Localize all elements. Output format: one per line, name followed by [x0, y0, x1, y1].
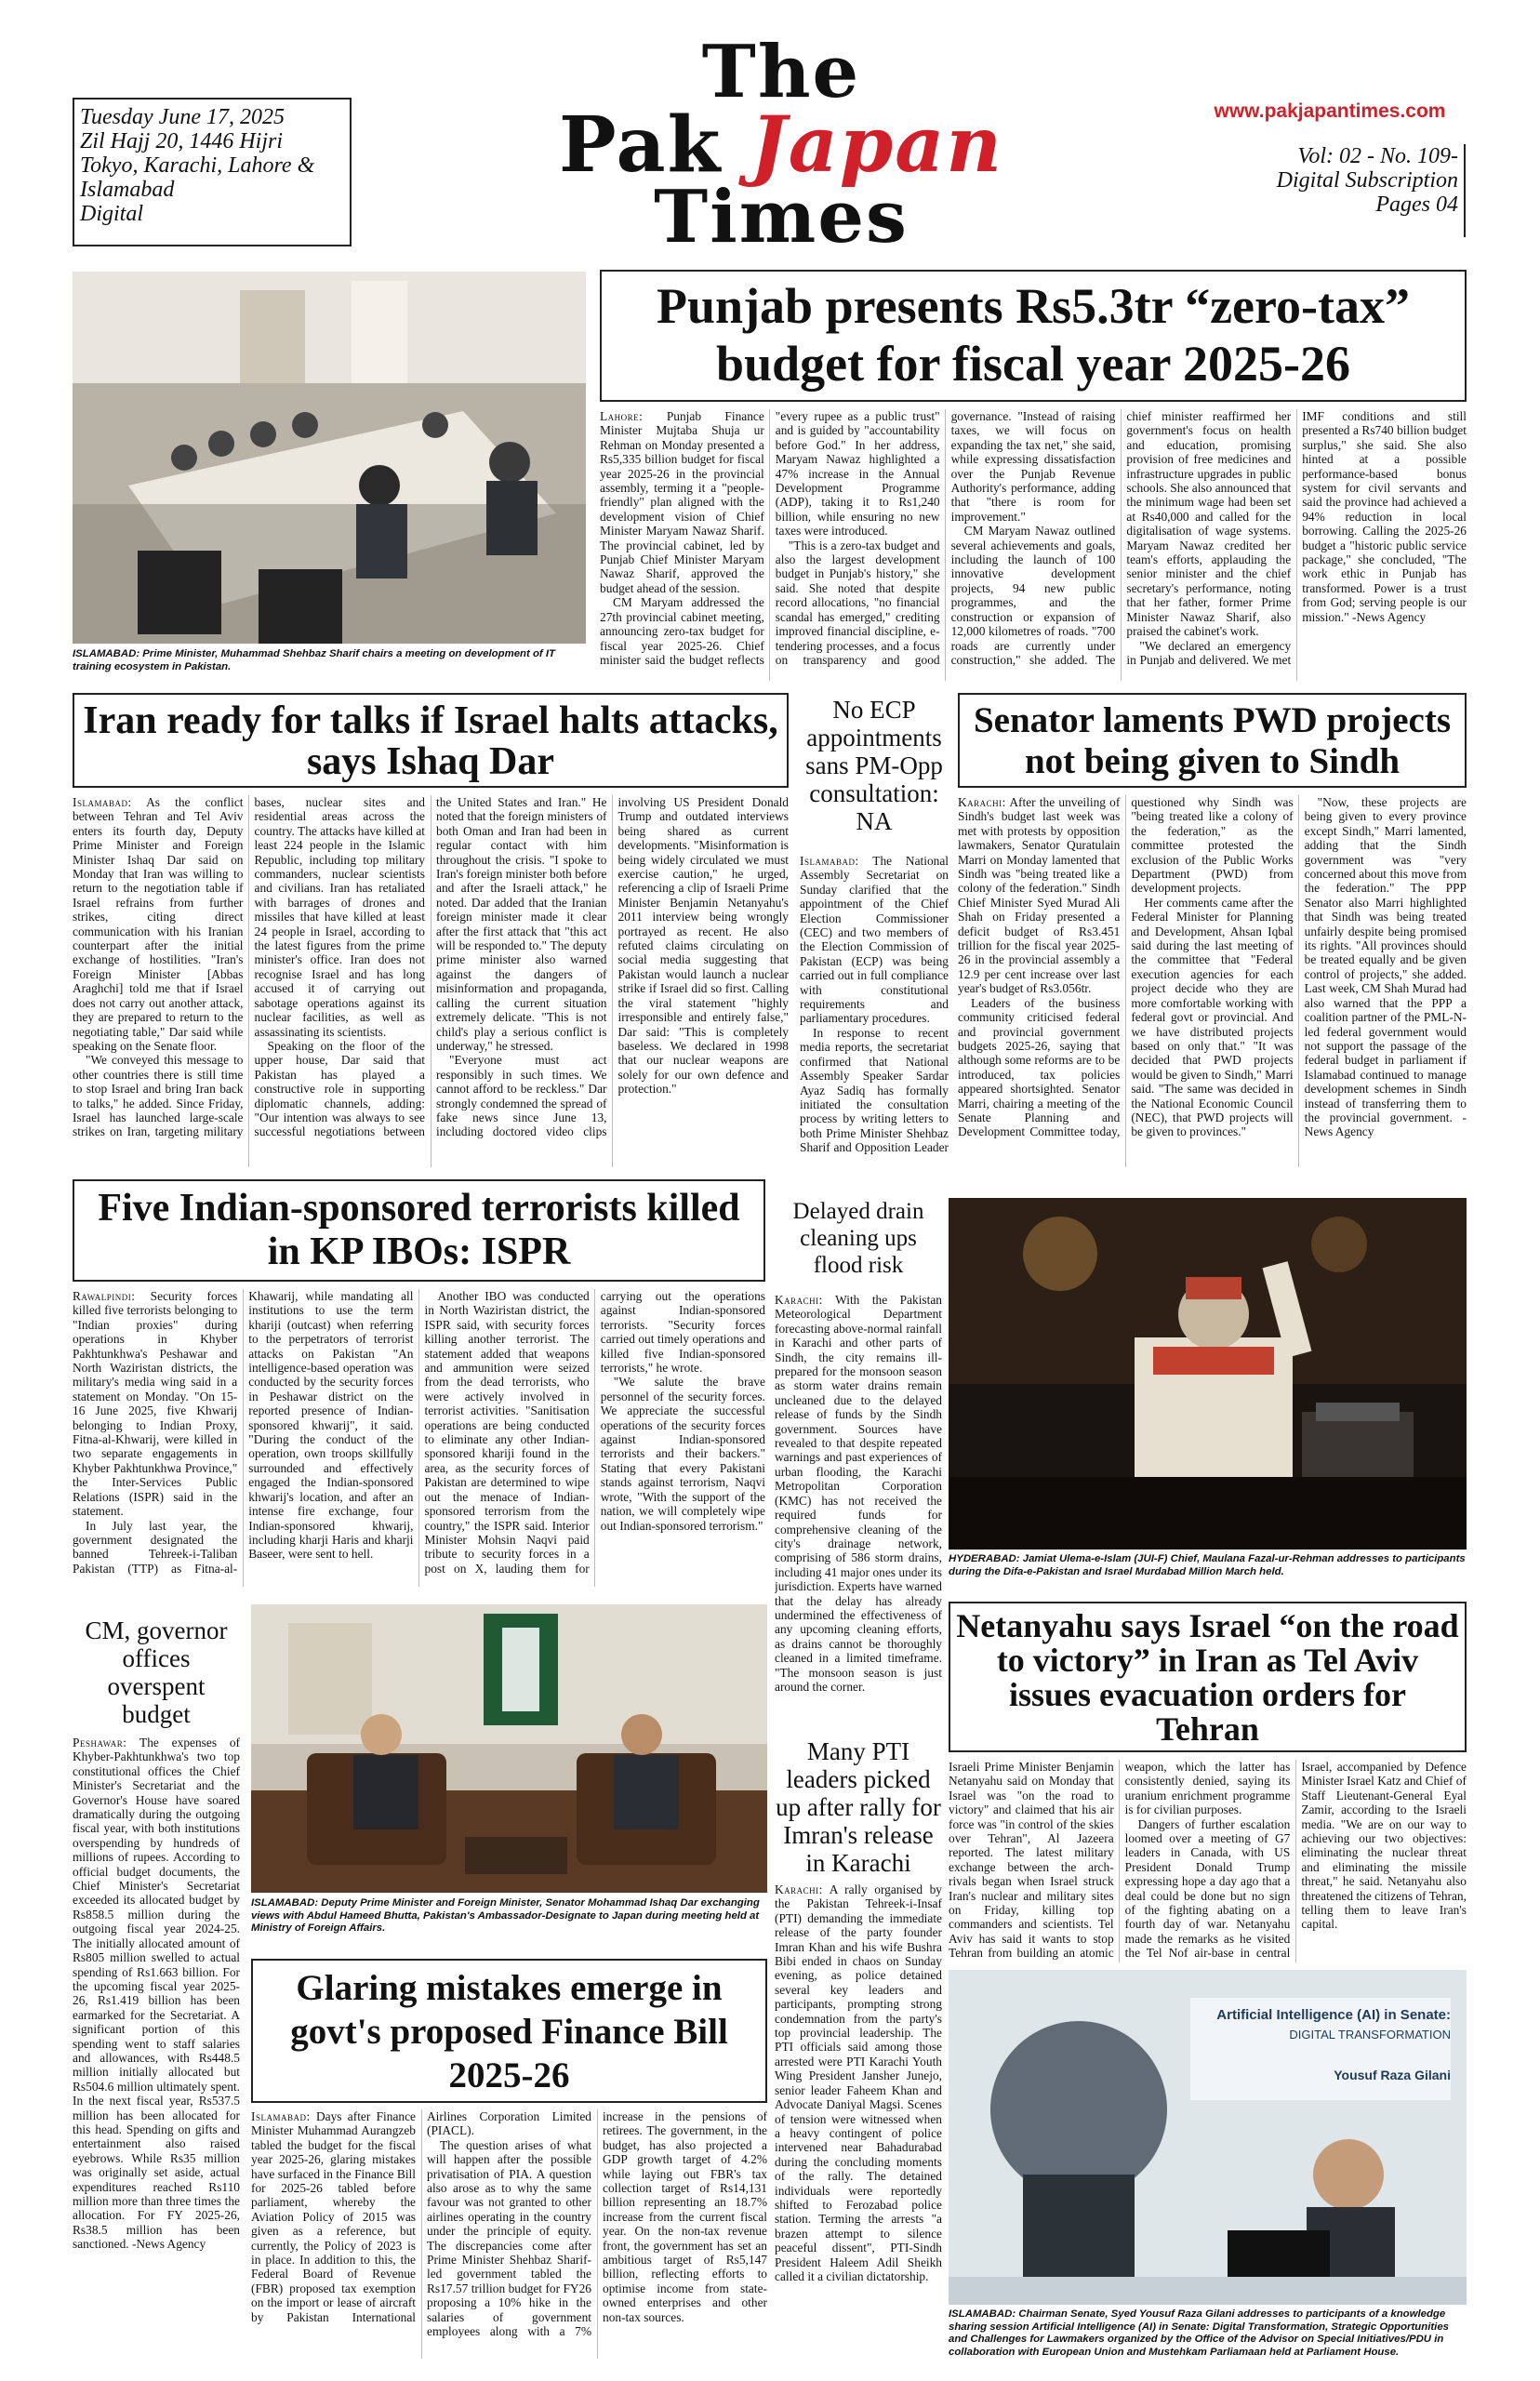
- iran-para-3: Speaking on the floor of the upper house, Dar said that Pakistan has played a constructive role in supporting diplomatic channels, adding: "Our intention was always to see successful negotiations between the United States and Iran." He noted that the foreign ministers of both Oman and Iran had been in regular contact with him throughout the crisis. "I spoke to Iran's foreign minister both before and after the Israeli attack," he noted. Dar added that the Iranian foreign minister made it clear after the first attack that "this act will be responded to." The deputy prime minister also warned against the dangers of misinformation and propaganda, calling the current situation extremely delicate. "This is not child's play a serious conflict is underway," he stressed.: [254, 795, 607, 1139]
- website[interactable]: www.pakjapantimes.com: [1214, 100, 1446, 122]
- photo-pm-caption: ISLAMABAD: Prime Minister, Muhammad Shehbaz Sharif chairs a meeting on development of IT training ecosystem in Pakistan.: [73, 648, 555, 672]
- pages-line: Pages 04: [1375, 193, 1458, 217]
- photo-gilani-caption: ISLAMABAD: Chairman Senate, Syed Yousuf Raza Gilani addresses to participants of a knowledge sharing session Artificial Intelligence (AI) in Senate: Digital Transformation, Strategic Opportunities and Challenges for Lawmakers organized by the Office of the Advisor on Special Initiatives/PDU in collaboration with European Union and Mustehkam Parliamaan held at Parliament House.: [949, 2308, 1449, 2358]
- ecp-story-body: [800, 854, 949, 1167]
- banner-subtext: DIGITAL TRANSFORMATION: [1289, 2028, 1451, 2042]
- budget-headline-box: [600, 270, 1467, 402]
- pwd-story-body: [958, 795, 1467, 1167]
- ecp-para-1: The National Assembly Secretariat on Sunday clarified that the appointment of the Chief Election Commissioner (CEC) and two members of the Election Commission of Pakistan (ECP) was being carried out in full compliance with constitutional requirements and parliamentary procedures.: [800, 854, 949, 1026]
- banner-name: Yousuf Raza Gilani: [1334, 2068, 1451, 2082]
- kp-para-2: In July last year, the government designated the banned Tehreek-i-Taliban Pakistan (TTP) as Fitna-al-Khawarij, while mandating all institutions to use the term khariji (outcast) when referring to the perpetrators of terrorist attacks on Pakistan "An intelligence-based operation was conducted by the security forces in Peshawar district on the reported presence of Indian-sponsored khwarij", it said. "During the conduct of the operation, own troops skillfully surrounded and effectively engaged the Indian-sponsored khwarij's location, and after an intense fire exchange, four Indian-sponsored khwarij, including kharji Haris and kharji Baseer, were sent to hell.: [73, 1289, 414, 1576]
- logo-the: The: [701, 30, 861, 114]
- pti-story-body: [775, 1882, 942, 2359]
- finance-dateline: Islamabad:: [251, 2109, 311, 2123]
- photo-fazl-rally: [949, 1198, 1467, 1550]
- photo-gilani-session: [949, 1970, 1467, 2305]
- iran-headline-box: [73, 693, 789, 788]
- ecp-headline: No ECP appointments sans PM-Opp consultation: NA: [805, 696, 943, 835]
- cm-story-body: [73, 1736, 240, 2349]
- budget-para-4: CM Maryam Nawaz outlined several achievements and goals, including the launch of 100 innovative development projects, 94 new public programmes, and the construction or expansion of 12,000 kilometres of roads. "700 roads are currently under construction," she added. The chief minister reaffirmed her government's focus on health and education, promising provision of free medicines and infrastructure upgrades in public schools. She also announced that the minimum wage had been set at Rs40,000 and called for the digitalisation of wage systems. Maryam Nawaz credited her team's efforts, applauding the senior minister and the chief secretary's performance, noting that her father, former Prime Minister Nawaz Sharif, also praised the cabinet's work.: [950, 409, 1292, 667]
- issue-box: [1246, 144, 1466, 237]
- office-meeting-image: [251, 1604, 767, 1893]
- pti-headline: Many PTI leaders picked up after rally for Imran's release in Karachi: [776, 1737, 941, 1877]
- pwd-dateline: Karachi:: [958, 795, 1006, 809]
- pwd-para-2: Leaders of the business community criticised federal and provincial government budgets 2025-26, saying that although some reforms are to be introduced, tax policies appeared shortsighted. Senator Marri, chairing a meeting of the Senate Planning and Development Committee today, questioned why Sindh was "being treated like a colony of the federation," as the committee protested the exclusion of the Public Works Department (PWD) from development projects.: [958, 795, 1294, 1139]
- budget-para-2: CM Maryam addressed the 27th provincial cabinet meeting, announcing zero-tax budget for fiscal year 2025-26. Chief minister said the budget reflects "every rupee as a public trust" and is guided by "accountability before God." In her address, Maryam Nawaz highlighted a 47% increase in the Annual Development Programme (ADP), taking it to Rs1,240 billion, while ensuring no new taxes were introduced.: [600, 409, 940, 667]
- iran-para-1: As the conflict between Tehran and Tel Aviv enters its fourth day, Deputy Prime Minister and Foreign Minister Ishaq Dar said on Monday that Iran was willing to return to the negotiation table if Israel refrains from further strikes, citing direct communication with his Iranian counterpart after the initial exchange of hostilities. "Iran's Foreign Minister [Abbas Araghchi] told me that if Israel does not carry out another attack, they are prepared to return to the negotiating table," Dar said while speaking on the Senate floor.: [73, 795, 244, 1053]
- budget-para-1: Punjab Finance Minister Mujtaba Shuja ur Rehman on Monday presented a Rs5,335 billion budget for fiscal year 2025-26 in the provincial assembly, terming it a "people-friendly" plan aligned with the development vision of Chief Minister Maryam Nawaz Sharif. The provincial cabinet, led by Punjab Chief Minister Maryam Nawaz Sharif, approved the budget ahead of the session.: [600, 409, 764, 595]
- netanyahu-para-1: Israeli Prime Minister Benjamin Netanyahu said on Monday that Israel was "on the road to victory" and claimed that his air force was "in control of the skies over Tehran", Al Jazeera reported. The latest military exchange between the arch-rivals began when Israel struck Iran's nuclear and military sites on Friday, killing top commanders and scientists. Tel Aviv has said it wants to stop Tehran from building an atomic weapon, which the latter has consistently denied, saying its uranium enrichment programme is for civilian purposes.: [949, 1760, 1291, 1961]
- kp-headline-box: [73, 1179, 765, 1282]
- ecp-dateline: Islamabad:: [800, 854, 859, 868]
- cm-para-1: The expenses of Khyber-Pakhtunkhwa's two top constitutional offices the Chief Minister's Secretariat and the Governor's House have soared dramatically during the outgoing fiscal year, with both institutions overspending by hundreds of millions of rupees. According to official budget documents, the Chief Minister's Secretariat exceeded its allocated budget by Rs858.5 million during the outgoing fiscal year 2024-25. The initially allocated amount of Rs805 million swelled to actual spending of Rs1.663 billion. For the upcoming fiscal year 2025-26, Rs1.419 billion has been earmarked for the Secretariat. A significant portion of this spending went to staff salaries and allowances, with Rs448.5 million initially allocated but Rs504.6 million ultimately spent. In the next fiscal year, Rs537.5 million has been allocated for this head. Spending on gifts and entertainment also raised eyebrows. While Rs35 million was originally set aside, actual expenditures reached Rs110 million more than three times the allocation. For FY 2025-26, Rs38.5 million has been sanctioned. -News Agency: [73, 1736, 240, 2252]
- kp-headline: Five Indian-sponsored terrorists killed in KP IBOs: ISPR: [98, 1187, 740, 1273]
- logo-times: Times: [654, 175, 909, 259]
- finance-story-body: [251, 2109, 767, 2359]
- pwd-para-3: Her comments came after the Federal Minister for Planning and Development, Ahsan Iqbal said during the last meeting of the committee that "Federal execution agencies for each project decide who they are more comfortable working with federal govt or provincial. And we have distributed projects based on only that." "It was decided that PWD projects would be given to Sindh," Marri said. "The same was decided in the National Economic Council (NEC), that PWD projects will be given to provinces.": [1131, 895, 1294, 1139]
- budget-story-body: [600, 409, 1467, 681]
- netanyahu-headline: Netanyahu says Israel “on the road to victory” in Iran as Tel Aviv issues evacuation orders for Tehran: [956, 1607, 1459, 1748]
- subscription-line: Digital Subscription: [1276, 168, 1458, 193]
- cm-dateline: Peshawar:: [73, 1736, 127, 1749]
- finance-para-1: Days after Finance Minister Muhammad Aurangzeb tabled the budget for the fiscal year 2025-26, glaring mistakes have surfaced in the Finance Bill for 2025-26 tabled before parliament, whereby the Aviation Policy of 2015 was given as a reference, but currently, the Policy of 2023 is in place. In addition to this, the Federal Board of Revenue (FBR) proposed tax exemption on the import or lease of aircraft by Pakistan International Airlines Corporation Limited (PIACL).: [251, 2109, 591, 2324]
- logo-japan: Japan: [750, 100, 1003, 190]
- finance-headline-box: [251, 1959, 767, 2103]
- pwd-headline-box: [958, 693, 1467, 788]
- kp-para-4: "We salute the brave personnel of the security forces. We appreciate the successful operations of the security forces against Indian-sponsored terrorists and their backers." Stating that every Pakistani stands against terrorism, Naqvi wrote, "With the support of the nation, we will completely wipe out Indian-sponsored terrorism.": [600, 1375, 765, 1533]
- iran-story-body: [73, 795, 789, 1167]
- drain-headline: Delayed drain cleaning ups flood risk: [792, 1199, 924, 1278]
- kp-dateline: Rawalpindi:: [73, 1289, 136, 1303]
- cm-headline: CM, governor offices overspent budget: [85, 1616, 228, 1728]
- pti-dateline: Karachi:: [775, 1882, 823, 1896]
- netanyahu-headline-box: [949, 1602, 1467, 1752]
- pwd-para-4: "Now, these projects are being given to every province except Sindh," Marri lamented, adding that the Sindh government was "very concerned about this move from the federation." The PPP Senator also Marri highlighted that Sindh was being treated unfairly despite being promised its rights. "All provinces should be treated equally and be given control of projects," she added. Last week, CM Shah Murad had also warned that the PPP a coalition partner of the PML-N-led federal government would not support the passage of the federal budget in parliament if Islamabad continued to manage development schemes in Sindh instead of transferring them to the provincial government. -News Agency: [1304, 795, 1467, 1139]
- pwd-para-1: After the unveiling of Sindh's budget last week was met with protests by opposition lawmakers, Senator Quratulain Marri on Monday lamented that Sindh was "being treated like a colony of the federation." Sindh Chief Minister Syed Murad Ali Shah on Friday presented a deficit budget of Rs3.451 trillion for the fiscal year 2025-26 in the provincial assembly a 12.9 per cent increase over last year's budget of Rs3.056tr.: [958, 795, 1121, 996]
- netanyahu-story-body: [949, 1760, 1467, 1962]
- volume-line: Vol: 02 - No. 109-: [1297, 144, 1458, 168]
- cities-line-2: Islamabad: [80, 178, 175, 202]
- netanyahu-para-2: Dangers of further escalation loomed over a meeting of G7 leaders in Canada, with US President Donald Trump expressing hope a day ago that a deal could be done but no sign of the fighting abating on a fourth day of war. Netanyahu made the remarks as he visited the Tel Nof air-base in central Israel, accompanied by Defence Minister Israel Katz and Chief of Staff Lieutenant-General Eyal Zamir, according to the Israeli media. "We are on our way to achieving our two objectives: eliminating the nuclear threat and eliminating the missile threat," he said. Netanyahu also threatened the citizens of Tehran, telling them to leave Iran's capital.: [1124, 1760, 1467, 1961]
- edition-line: Digital: [80, 202, 144, 226]
- iran-para-2: "We conveyed this message to other countries there is still time to stop Israel and bring Iran back to talks," he added. Since Friday, Israel has launched large-scale strikes on Iran, targeting military bases, nuclear sites and residential areas across the country. The attacks have killed at least 224 people in the Islamic Republic, including top military commanders, nuclear scientists and civilians. Iran has retaliated with barrages of drones and missiles that have killed at least 24 people in Israel, according to the latest figures from the prime minister's office. Iran does not recognise Israel and has long accused it of carrying out sabotage operations against its nuclear facilities, as well as assassinating its scientists.: [73, 795, 425, 1139]
- finance-para-2: The question arises of what will happen after the possible privatisation of PIA. A question also arose as to why the same favour was not granted to other airlines operating in the country under the principle of equity. The discrepancies come after Prime Minister Shehbaz Sharif-led government tabled the Rs17.57 trillion budget for FY26 proposing a 10% hike in the salaries of government employees along with a 7% increase in the pensions of retirees. The government, in the budget, has also projected a GDP growth target of 4.2% while laying out FBR's tax collection target of Rs14,131 billion representing an 18.7% increase from the current fiscal year. On the non-tax revenue front, the government has set an ambitious target of Rs5,147 billion, reflecting efforts to optimise income from state-owned enterprises and other non-tax sources.: [427, 2109, 767, 2339]
- kp-para-1: Security forces killed five terrorists belonging to "Indian proxies" during operations in Khyber Pakhtunkhwa's Peshawar and North Waziristan districts, the military's media wing said in a statement on Monday. "On 15-16 June 2025, five Khwarij belonging to Indian Proxy, Fitna-al-Khwarij, were killed in two separate engagements in Khyber Pakhtunkhwa Province," the Inter-Services Public Relations (ISPR) said in the statement.: [73, 1289, 238, 1519]
- banner-text: Artificial Intelligence (AI) in Senate:: [1216, 2007, 1451, 2023]
- iran-headline: Iran ready for talks if Israel halts attacks, says Ishaq Dar: [83, 699, 778, 783]
- pti-para-1: A rally organised by the Pakistan Tehreek-i-Insaf (PTI) demanding the immediate release of the party founder Imran Khan and his wife Bushra Bibi ended in chaos on Sunday evening, as police detained several key leaders and participants, prompting strong condemnation from the party's top provincial leadership. The PTI officials said among those arrested were PTI Karachi Youth Wing President Jansher Junejo, senior leader Faheem Khan and Advocate Daniyal Magsi. Scenes of tension were witnessed when a heavy contingent of police intervened near Bahadurabad during the concluding moments of the rally. The detained individuals were reportedly shifted to Ferozabad police station. Terming the arrests "a brazen attempt to silence peaceful dissent", PTI-Sindh President Haleem Adil Sheikh called it a civilian dictatorship.: [775, 1882, 942, 2283]
- iran-para-4: "Everyone must act responsibly in such times. We cannot afford to be reckless." Dar strongly condemned the spread of fake news since June 13, including doctored video clips involving US President Donald Trump and outdated interviews being shared as current developments. "Misinformation is being widely circulated we must exercise caution," he urged, referencing a clip of Israeli Prime Minister Benjamin Netanyahu's 2011 interview being wrongly portrayed as recent. He also refuted claims circulating on social media suggesting that Pakistan would launch a nuclear strike if Israel did so first. Calling the viral statement "highly irresponsible and entirely false," Dar said: "This is completely baseless. We declared in 1998 that our nuclear weapons are solely for our own defence and protection.": [436, 795, 789, 1139]
- budget-para-3: "This is a zero-tax budget and also the largest development budget in Punjab's history," she said. She noted that despite record allocations, "no financial scandal has emerged," crediting improved financial discipline, e-tendering processes, and a focus on transparency and good governance. "Instead of raising taxes, we will focus on expanding the tax net," she said, while expressing dissatisfaction over the Punjab Revenue Authority's performance, adding that "there is room for improvement.": [775, 409, 1116, 667]
- logo: [400, 30, 1162, 259]
- photo-dar-meeting: [251, 1604, 767, 1893]
- date-line: Tuesday June 17, 2025: [80, 105, 285, 129]
- photo-pm-meeting: [73, 272, 586, 644]
- budget-headline: Punjab presents Rs5.3tr “zero-tax” budget for fiscal year 2025-26: [657, 278, 1410, 392]
- kp-story-body: [73, 1289, 765, 1587]
- photo-dar-caption: ISLAMABAD: Deputy Prime Minister and Foreign Minister, Senator Mohammad Ishaq Dar exchanging views with Abdul Hameed Bhutta, Pakistan's Ambassador-Designate to Japan during meeting held at Ministry of Foreign Affairs.: [251, 1897, 760, 1935]
- date-box: [73, 98, 352, 246]
- ecp-para-2: In response to recent media reports, the secretariat confirmed that National Assembly Speaker Sardar Ayaz Sadiq has formally initiated the consultation process by writing letters to both Prime Minister Shehbaz Sharif and Opposition Leader: [800, 1025, 949, 1155]
- rally-image: [949, 1198, 1467, 1550]
- drain-story-body: [775, 1293, 942, 1730]
- kp-para-3: Another IBO was conducted in North Waziristan district, the ISPR said, with security forces killing another terrorist. The statement added that weapons and ammunition were seized from the dead terrorists, who were actively involved in terrorist activities. "Sanitisation operations are being conducted to eliminate any other Indian-sponsored khariji found in the area, as the security forces of Pakistan are determined to wipe out the menace of Indian-sponsored terrorism from the country," the ISPR said. Interior Minister Mohsin Naqvi paid tribute to security forces in a post on X, lauding them for carrying out the operations against Indian-sponsored terrorists. "Security forces carried out timely operations and killed five Indian-sponsored terrorists," he wrote.: [424, 1289, 765, 1576]
- photo-fazl-caption: HYDERABAD: Jamiat Ulema-e-Islam (JUI-F) Chief, Maulana Fazal-ur-Rehman addresses to participants during the Difa-e-Pakistan and Israel Murdabad Million March held.: [949, 1553, 1466, 1577]
- hijri-line: Zil Hajj 20, 1446 Hijri: [80, 129, 284, 153]
- iran-dateline: Islamabad:: [73, 795, 132, 809]
- meeting-room-image: [73, 272, 586, 644]
- logo-pak-japan: [400, 100, 1162, 190]
- budget-para-5: "We declared an emergency in Punjab and delivered. We met IMF conditions and still presented a Rs740 billion budget surplus," she said. She also hinted at a possible performance-based bonus system for civil servants and said the province had achieved a 94% reduction in local borrowing. Calling the 2025-26 budget a "historic public service package," she concluded, "The work ethic in Punjab has transformed. Power is a trust from God; serving people is our mission." -News Agency: [1126, 409, 1467, 667]
- cities-line: Tokyo, Karachi, Lahore &: [80, 153, 315, 178]
- drain-dateline: Karachi:: [775, 1293, 823, 1307]
- logo-pak: Pak: [559, 100, 723, 190]
- drain-para-1: With the Pakistan Meteorological Department forecasting above-normal rainfall in Karachi and other parts of Sindh, the city remains ill-prepared for the monsoon season as storm water drains remain uncleaned due to the delayed release of funds by the Sindh government. Sources have revealed to that despite repeated warnings and past experiences of urban flooding, the Karachi Metropolitan Corporation (KMC) has not received the required funds for comprehensive cleaning of the city's drainage network, comprising of 586 storm drains, including 41 major ones under its jurisdiction. Experts have warned that the delay has already undermined the effectiveness of any upcoming cleaning efforts, as drains cannot be thoroughly cleaned in a limited timeframe. "The monsoon season is just around the corner.: [775, 1293, 942, 1694]
- pwd-headline: Senator laments PWD projects not being given to Sindh: [973, 700, 1452, 781]
- budget-dateline: Lahore:: [600, 409, 644, 423]
- finance-headline: Glaring mistakes emerge in govt's proposed Finance Bill 2025-26: [290, 1968, 728, 2095]
